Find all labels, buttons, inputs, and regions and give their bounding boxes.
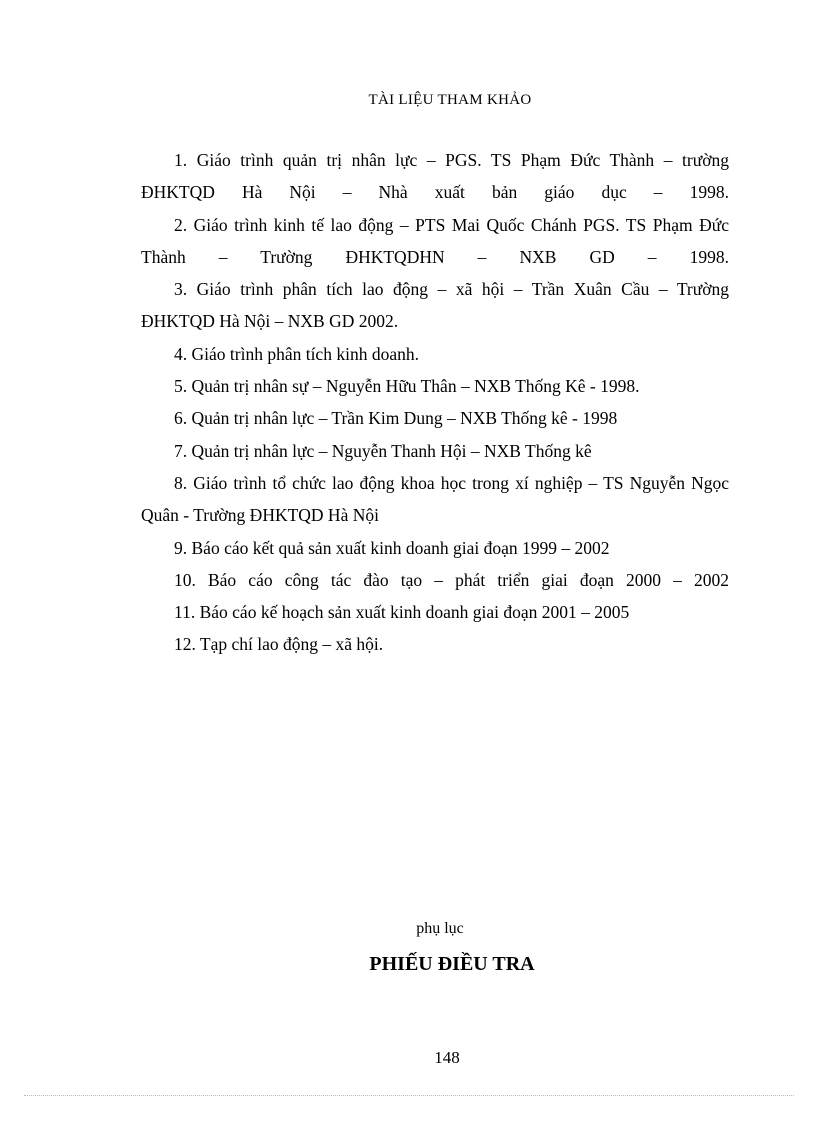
reference-item: 9. Báo cáo kết quả sản xuất kinh doanh giai đoạn 1999 – 2002 <box>174 537 610 558</box>
reference-list <box>141 144 729 661</box>
reference-item: 2. Giáo trình kinh tế lao động – PTS Mai Quốc Chánh PGS. TS Phạm Đức Thành – Trường ĐHKTQDHN – NXB GD – 1998. <box>141 214 729 267</box>
page-boundary-divider <box>24 1095 794 1096</box>
reference-item: 7. Quản trị nhân lực – Nguyễn Thanh Hội – NXB Thống kê <box>174 440 592 461</box>
reference-item: 4. Giáo trình phân tích kinh doanh. <box>174 343 419 364</box>
reference-item: 5. Quản trị nhân sự – Nguyễn Hữu Thân – NXB Thống Kê - 1998. <box>174 376 640 397</box>
reference-item: 10. Báo cáo công tác đào tạo – phát triển giai đoạn 2000 – 2002 <box>174 569 729 590</box>
page-number: 148 <box>434 1048 460 1067</box>
reference-item: 11. Báo cáo kế hoạch sản xuất kinh doanh giai đoạn 2001 – 2005 <box>174 602 630 623</box>
reference-item: 1. Giáo trình quản trị nhân lực – PGS. TS Phạm Đức Thành – trường ĐHKTQD Hà Nội – Nhà xuất bản giáo dục – 1998. <box>141 150 729 203</box>
references-heading: TÀI LIỆU THAM KHẢO <box>368 92 532 108</box>
appendix-label: phụ lục <box>416 920 464 937</box>
reference-item: 6. Quản trị nhân lực – Trần Kim Dung – NXB Thống kê - 1998 <box>174 408 618 429</box>
reference-item: 8. Giáo trình tổ chức lao động khoa học trong xí nghiệp – TS Nguyễn Ngọc Quân - Trường ĐHKTQD Hà Nội <box>141 472 729 526</box>
reference-item: 12. Tạp chí lao động – xã hội. <box>174 634 384 655</box>
survey-title: PHIẾU ĐIỀU TRA <box>369 953 535 975</box>
reference-item: 3. Giáo trình phân tích lao động – xã hội – Trần Xuân Cầu – Trường ĐHKTQD Hà Nội – NXB GD 2002. <box>141 279 729 332</box>
